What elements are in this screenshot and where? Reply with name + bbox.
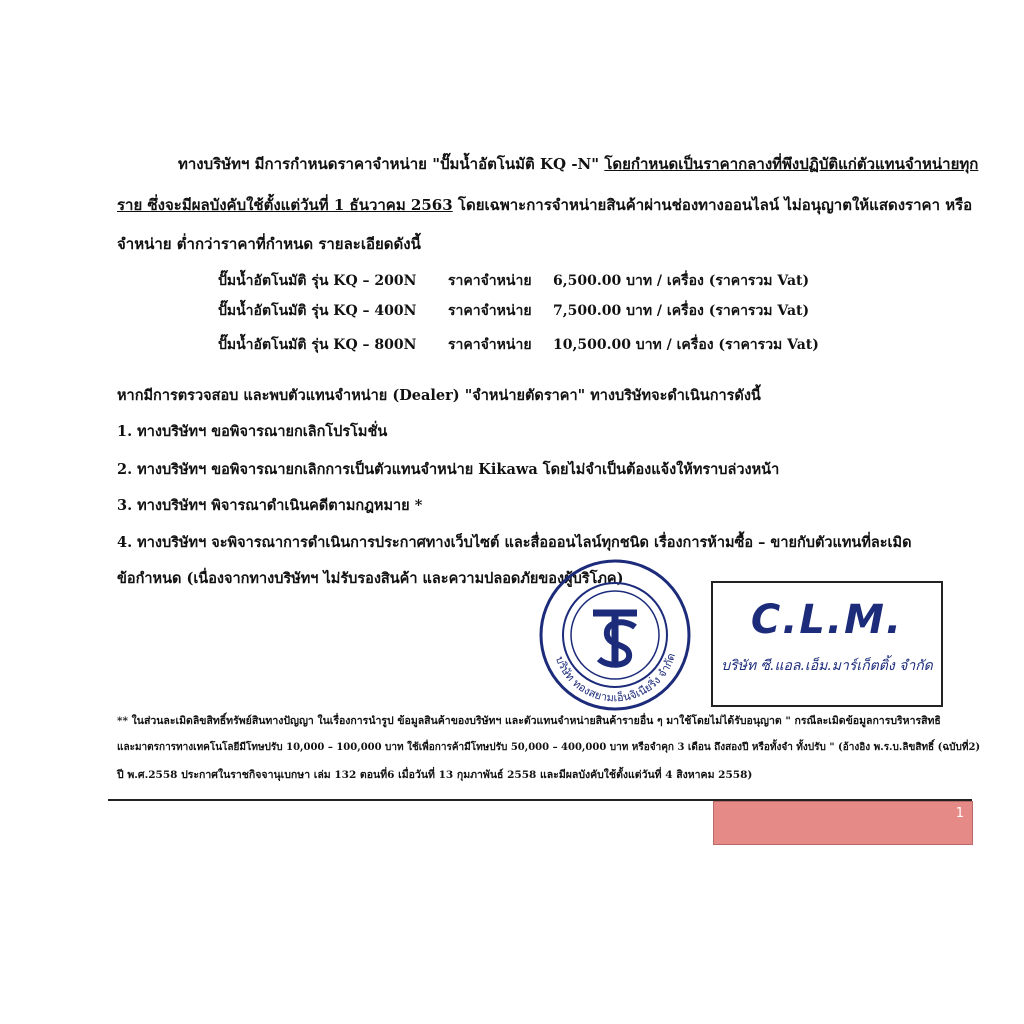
price-label: ราคาจำหน่าย <box>448 337 532 353</box>
action-item: 1. ทางบริษัทฯ ขอพิจารณายกเลิกโปรโมชั่น <box>117 423 388 440</box>
footnote-line: ** ในส่วนละเมิดลิขสิทธิ์ทรัพย์สินทางปัญญา ในเรื่องการนำรูป ข้อมูลสินค้าของบริษัทฯ และตัวแทนจำหน่ายสินค้ารายอื่น ๆ มาใช้โดยไม่ได้รับอนุญาต " กรณีละเมิดข้อมูลการบริหารสิทธิ <box>117 715 941 727</box>
price-model: ปั๊มน้ำอัตโนมัติ รุ่น KQ – 400N <box>218 303 417 319</box>
price-label: ราคาจำหน่าย <box>448 303 532 319</box>
clm-stamp-subtitle: บริษัท ซี.แอล.เอ็ม.มาร์เก็ตติ้ง จำกัด <box>721 658 933 674</box>
action-item: 2. ทางบริษัทฯ ขอพิจารณายกเลิกการเป็นตัวแทนจำหน่าย Kikawa โดยไม่จำเป็นต้องแจ้งให้ทราบล่วงหน้า <box>117 461 780 478</box>
para1-line3-text: รายละเอียดดังนี้ <box>313 235 421 253</box>
page-number: 1 <box>955 806 964 821</box>
price-value: 7,500.00 บาท / เครื่อง (ราคารวม Vat) <box>553 303 810 319</box>
price-value: 6,500.00 บาท / เครื่อง (ราคารวม Vat) <box>553 273 810 289</box>
paragraph-line-3 <box>117 232 421 256</box>
price-model: ปั๊มน้ำอัตโนมัติ รุ่น KQ – 800N <box>218 337 417 353</box>
clm-rect-stamp <box>711 581 943 707</box>
clm-stamp-title: C.L.M. <box>750 597 904 643</box>
para1-line1-text: ทางบริษัทฯ มีการกำหนดราคาจำหน่าย "ปั๊มน้ำอัตโนมัติ KQ -N" <box>178 155 605 173</box>
para1-line3-bold: จำหน่าย ต่ำกว่าราคาที่กำหนด <box>117 235 314 253</box>
page-number-box <box>713 801 973 845</box>
round-stamp-graphic <box>535 555 695 715</box>
dealer-clause: หากมีการตรวจสอบ และพบตัวแทนจำหน่าย (Dealer) "จำหน่ายตัดราคา" ทางบริษัทจะดำเนินการดังนี้ <box>117 387 761 404</box>
footnote-line: และมาตรการทางเทคโนโลยีมีโทษปรับ 10,000 – 100,000 บาท ใช้เพื่อการค้ามีโทษปรับ 50,000 – 400,000 บาท หรือจำคุก 3 เดือน ถึงสองปี หรือทั้งจำ ทั้งปรับ " (อ้างอิง พ.ร.บ.ลิขสิทธิ์ (ฉบับที่2) <box>117 742 981 753</box>
price-label: ราคาจำหน่าย <box>448 273 532 289</box>
action-item-continued: ข้อกำหนด (เนื่องจากทางบริษัทฯ ไม่รับรองสินค้า และความปลอดภัยของผู้บริโภค) <box>117 570 624 587</box>
price-model: ปั๊มน้ำอัตโนมัติ รุ่น KQ – 200N <box>218 273 417 289</box>
action-item: 3. ทางบริษัทฯ พิจารณาดำเนินคดีตามกฎหมาย * <box>117 497 423 514</box>
company-round-stamp <box>535 555 695 715</box>
footnote-line: ปี พ.ศ.2558 ประกาศในราชกิจจานุเบกษา เล่ม 132 ตอนที่6 เมื่อวันที่ 13 กุมภาพันธ์ 2558 และมีผลบังคับใช้ตั้งแต่วันที่ 4 สิงหาคม 2558) <box>117 769 753 781</box>
paragraph-line-1 <box>178 152 978 176</box>
paragraph-line-2 <box>117 193 972 217</box>
para1-line2-bold: ไม่อนุญาตให้แสดงราคา หรือ <box>784 196 973 214</box>
price-value: 10,500.00 บาท / เครื่อง (ราคารวม Vat) <box>553 337 819 353</box>
round-stamp-ring-text: บริษัท ทองสยามเอ็นจิเนียริ่ง จำกัด <box>552 651 679 705</box>
action-item: 4. ทางบริษัทฯ จะพิจารณาการดำเนินการประกาศทางเว็บไซต์ และสื่อออนไลน์ทุกชนิด เรื่องการห้ามซื้อ – ขายกับตัวแทนที่ละเมิด <box>117 534 912 551</box>
para1-line1-underlined: โดยกำหนดเป็นราคากลางที่พึงปฏิบัติแก่ตัวแทนจำหน่ายทุก <box>604 155 979 173</box>
para1-line2-underlined: ราย ซึ่งจะมีผลบังคับใช้ตั้งแต่วันที่ 1 ธันวาคม 2563 <box>117 196 453 214</box>
para1-line2-text: โดยเฉพาะการจำหน่ายสินค้าผ่านช่องทางออนไลน์ <box>452 196 785 214</box>
